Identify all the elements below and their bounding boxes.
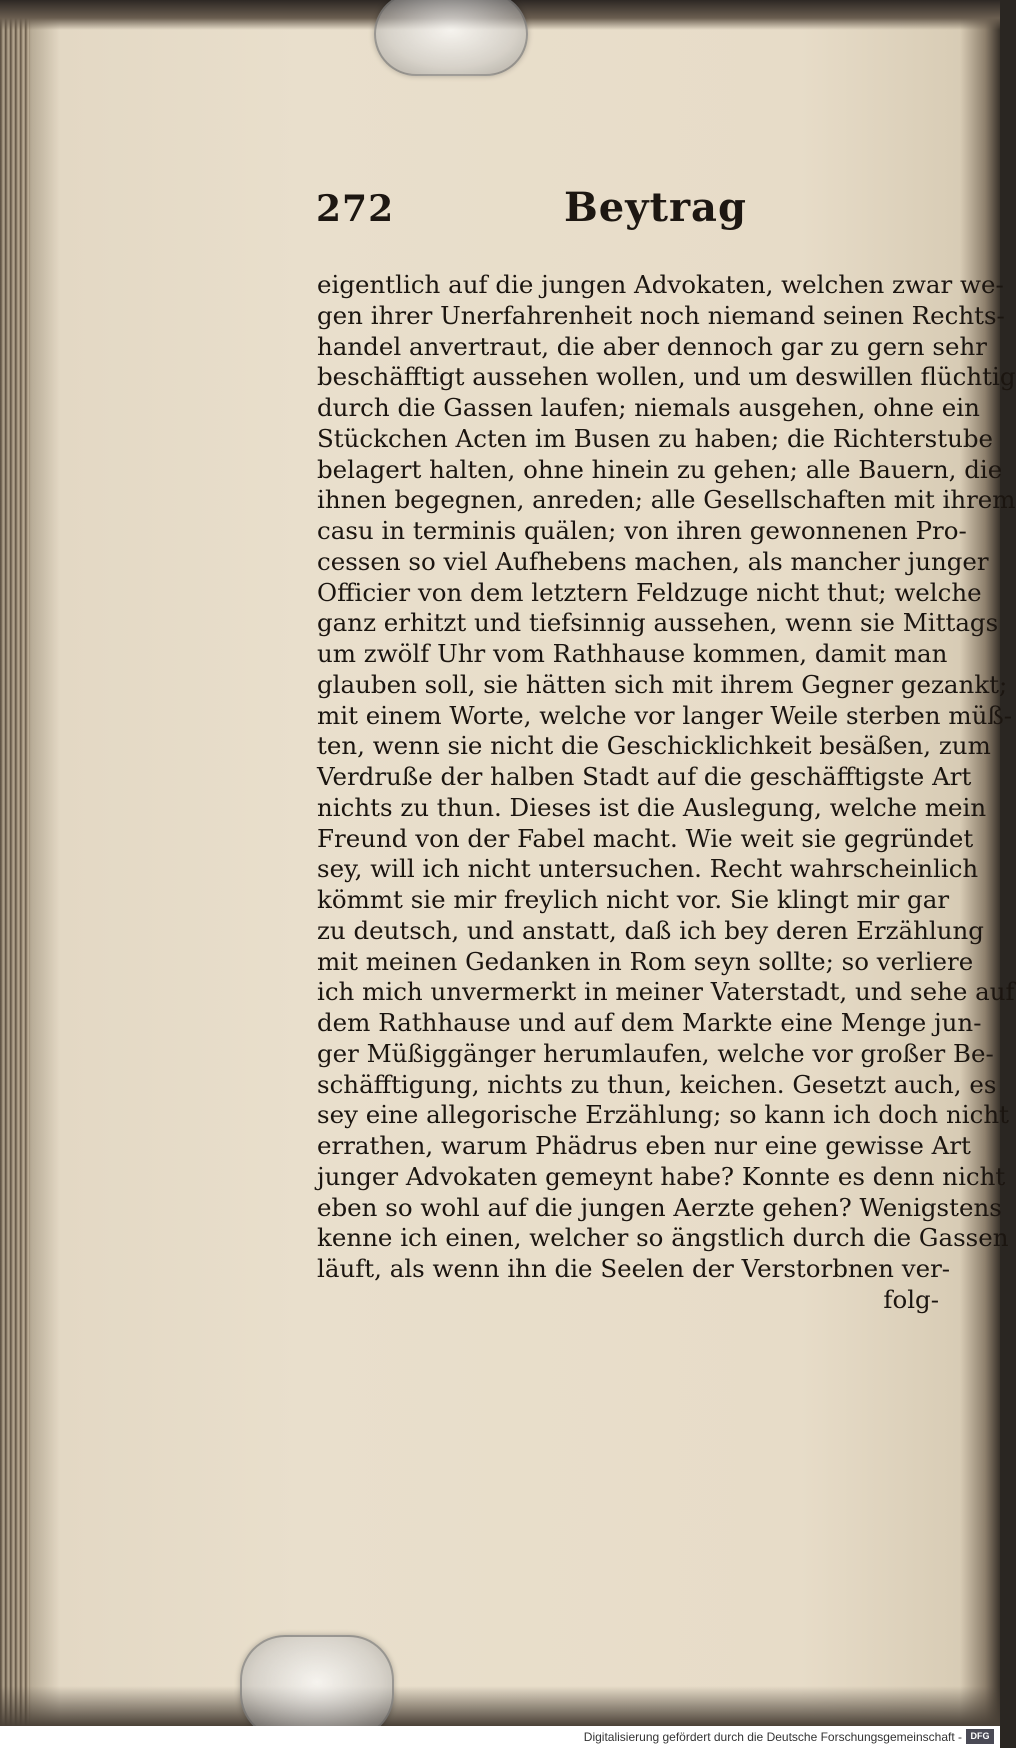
text-line: Officier von dem letztern Feldzuge nicht thut; welche [317,577,982,607]
dfg-logo: DFG [966,1729,994,1744]
text-line: schäfftigung, nichts zu thun, keichen. Gesetzt auch, es [317,1069,997,1099]
text-line: eigentlich auf die jungen Advokaten, welchen zwar we- [317,270,1004,299]
text-line: beschäfftigt aussehen wollen, und um deswillen flüchtig [317,362,1016,392]
text-line: kenne ich einen, welcher so ängstlich durch die Gassen [317,1223,1009,1253]
text-line: sey eine allegorische Erzählung; so kann ich doch nicht [317,1100,1009,1130]
text-line: kömmt sie mir freylich nicht vor. Sie klingt mir gar [317,885,950,914]
page-number: 272 [316,188,395,230]
running-head [316,184,796,231]
text-line: zu deutsch, und anstatt, daß ich bey deren Erzählung [317,915,984,945]
text-line: durch die Gassen laufen; niemals ausgehen, ohne ein [317,393,980,422]
text-line: Stückchen Acten im Busen zu haben; die Richterstube [317,423,994,453]
text-line: um zwölf Uhr vom Rathhause kommen, damit man [317,639,948,668]
glass-clamp-bottom [240,1635,394,1739]
text-line: sey, will ich nicht untersuchen. Recht wahrscheinlich [317,854,979,884]
text-line: mit meinen Gedanken in Rom seyn sollte; so verliere [317,946,974,976]
glass-clamp-top [374,0,528,76]
text-line: läuft, als wenn ihn die Seelen der Verstorbnen ver- [317,1254,951,1283]
book-bottom-edge [0,1686,1000,1726]
catchword: folg- [883,1284,939,1314]
page-edge-stack [0,0,30,1748]
text-line: eben so wohl auf die jungen Aerzte gehen? Wenigstens [317,1192,1002,1222]
text-line: glauben soll, sie hätten sich mit ihrem Gegner gezankt; [317,669,1008,699]
text-line: handel anvertraut, die aber dennoch gar zu gern sehr [317,331,987,361]
running-title: Beytrag [564,184,747,231]
text-line: Freund von der Fabel macht. Wie weit sie gegründet [317,823,974,853]
text-line: ihnen begegnen, anreden; alle Gesellschaften mit ihrem [317,485,1016,515]
text-line: belagert halten, ohne hinein zu gehen; alle Bauern, die [317,454,1003,484]
text-line: cessen so viel Aufhebens machen, als mancher junger [317,546,989,576]
text-line: gen ihrer Unerfahrenheit noch niemand seinen Rechts- [317,300,1005,330]
text-line: junger Advokaten gemeynt habe? Konnte es denn nicht [317,1161,1006,1191]
text-line: casu in terminis quälen; von ihren gewonnenen Pro- [317,516,967,545]
digitization-footer [0,1726,1000,1748]
footer-credit: Digitalisierung gefördert durch die Deutsche Forschungsgemeinschaft - [583,1730,962,1744]
text-line: Verdruße der halben Stadt auf die geschäfftigste Art [317,762,972,791]
text-line: ganz erhitzt und tiefsinnig aussehen, wenn sie Mittags [317,608,999,638]
body-text [317,270,1016,1316]
text-line: ger Müßiggänger herumlaufen, welche vor großer Be- [317,1038,994,1068]
text-line: ich mich unvermerkt in meiner Vaterstadt, und sehe auf [317,977,1015,1007]
text-line: dem Rathhause und auf dem Markte eine Menge jun- [317,1008,982,1037]
text-line: mit einem Worte, welche vor langer Weile sterben müß- [317,700,1012,730]
text-line: errathen, warum Phädrus eben nur eine gewisse Art [317,1131,971,1160]
text-line: nichts zu thun. Dieses ist die Auslegung, welche mein [317,792,987,822]
text-line: ten, wenn sie nicht die Geschicklichkeit besäßen, zum [317,731,991,761]
